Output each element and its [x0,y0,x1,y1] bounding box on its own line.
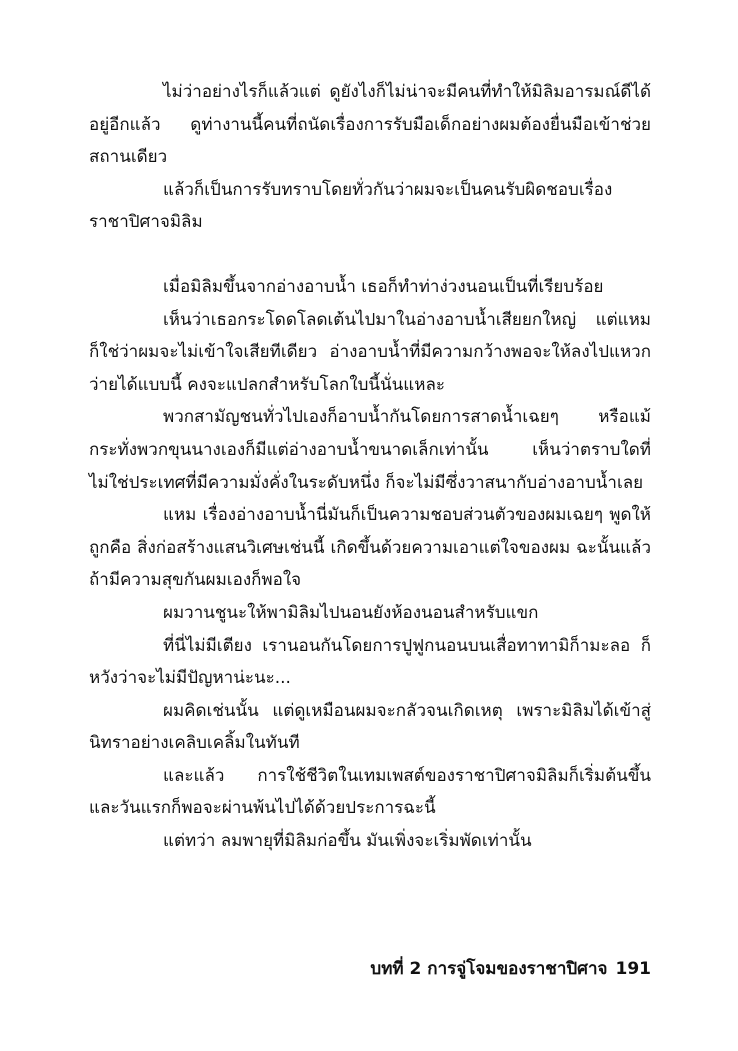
paragraph: เมื่อมิลิมขึ้นจากอ่างอาบน้ำ เธอก็ทำท่าง่วงนอนเป็นที่เรียบร้อย [163,276,604,297]
scene-break [89,239,651,271]
paragraph: ผมคิดเช่นนั้น แต่ดูเหมือนผมจะกลัวจนเกิดเหตุ เพราะมิลิมได้เข้าสู่นิทราอย่างเคลิบเคลิ้มในทันที [89,700,651,754]
body-text [89,76,651,858]
page-number: 191 [615,959,651,979]
paragraph: พวกสามัญชนทั่วไปเองก็อาบน้ำกันโดยการสาดน้ำเฉยๆ หรือแม้กระทั่งพวกขุนนางเองก็มีแต่อ่างอาบน้ำขนาดเล็กเท่านั้น เห็นว่าตราบใดที่ไม่ใช่ประเทศที่มีความมั่งคั่งในระดับหนึ่ง ก็จะไม่มีซึ่งวาสนากับอ่างอาบน้ำเลย [89,407,651,493]
paragraph: และแล้ว การใช้ชีวิตในเทมเพสต์ของราชาปิศาจมิลิมก็เริ่มต้นขึ้น และวันแรกก็พอจะผ่านพ้นไปได้ด้วยประการฉะนี้ [89,765,651,819]
paragraph: แหม เรื่องอ่างอาบน้ำนี่มันก็เป็นความชอบส่วนตัวของผมเฉยๆ พูดให้ถูกคือ สิ่งก่อสร้างแสนวิเศษเช่นนี้ เกิดขึ้นด้วยความเอาแต่ใจของผม ฉะนั้นแล้ว ถ้ามีความสุขกันผมเองก็พอใจ [89,505,651,591]
paragraph: แล้วก็เป็นการรับทราบโดยทั่วกันว่าผมจะเป็นคนรับผิดชอบเรื่องราชาปิศาจมิลิม [89,179,613,233]
paragraph: แต่ทว่า ลมพายุที่มิลิมก่อขึ้น มันเพิ่งจะเริ่มพัดเท่านั้น [163,831,532,852]
paragraph: ผมวานชูนะให้พามิลิมไปนอนยังห้องนอนสำหรับแขก [163,602,539,623]
paragraph: ที่นี่ไม่มีเตียง เรานอนกันโดยการปูฟูกนอนบนเสื่อทาทามิก็ามะลอ ก็หวังว่าจะไม่มีปัญหาน่ะนะ... [89,635,651,689]
paragraph: เห็นว่าเธอกระโดดโลดเต้นไปมาในอ่างอาบน้ำเสียยกใหญ่ แต่แหม ก็ใช่ว่าผมจะไม่เข้าใจเสียทีเดียว อ่างอาบน้ำที่มีความกว้างพอจะให้ลงไปแหวกว่ายได้แบบนี้ คงจะแปลกสำหรับโลกใบนี้นั่นแหละ [89,309,651,395]
page-footer [370,955,651,982]
chapter-label: บทที่ 2 การจู่โจมของราชาปิศาจ [370,959,608,979]
paragraph: ไม่ว่าอย่างไรก็แล้วแต่ ดูยังไงก็ไม่น่าจะมีคนที่ทำให้มิลิมอารมณ์ดีได้อยู่อีกแล้ว ดูท่างานนี้คนที่ถนัดเรื่องการรับมือเด็กอย่างผมต้องยื่นมือเข้าช่วยสถานเดียว [89,82,651,168]
